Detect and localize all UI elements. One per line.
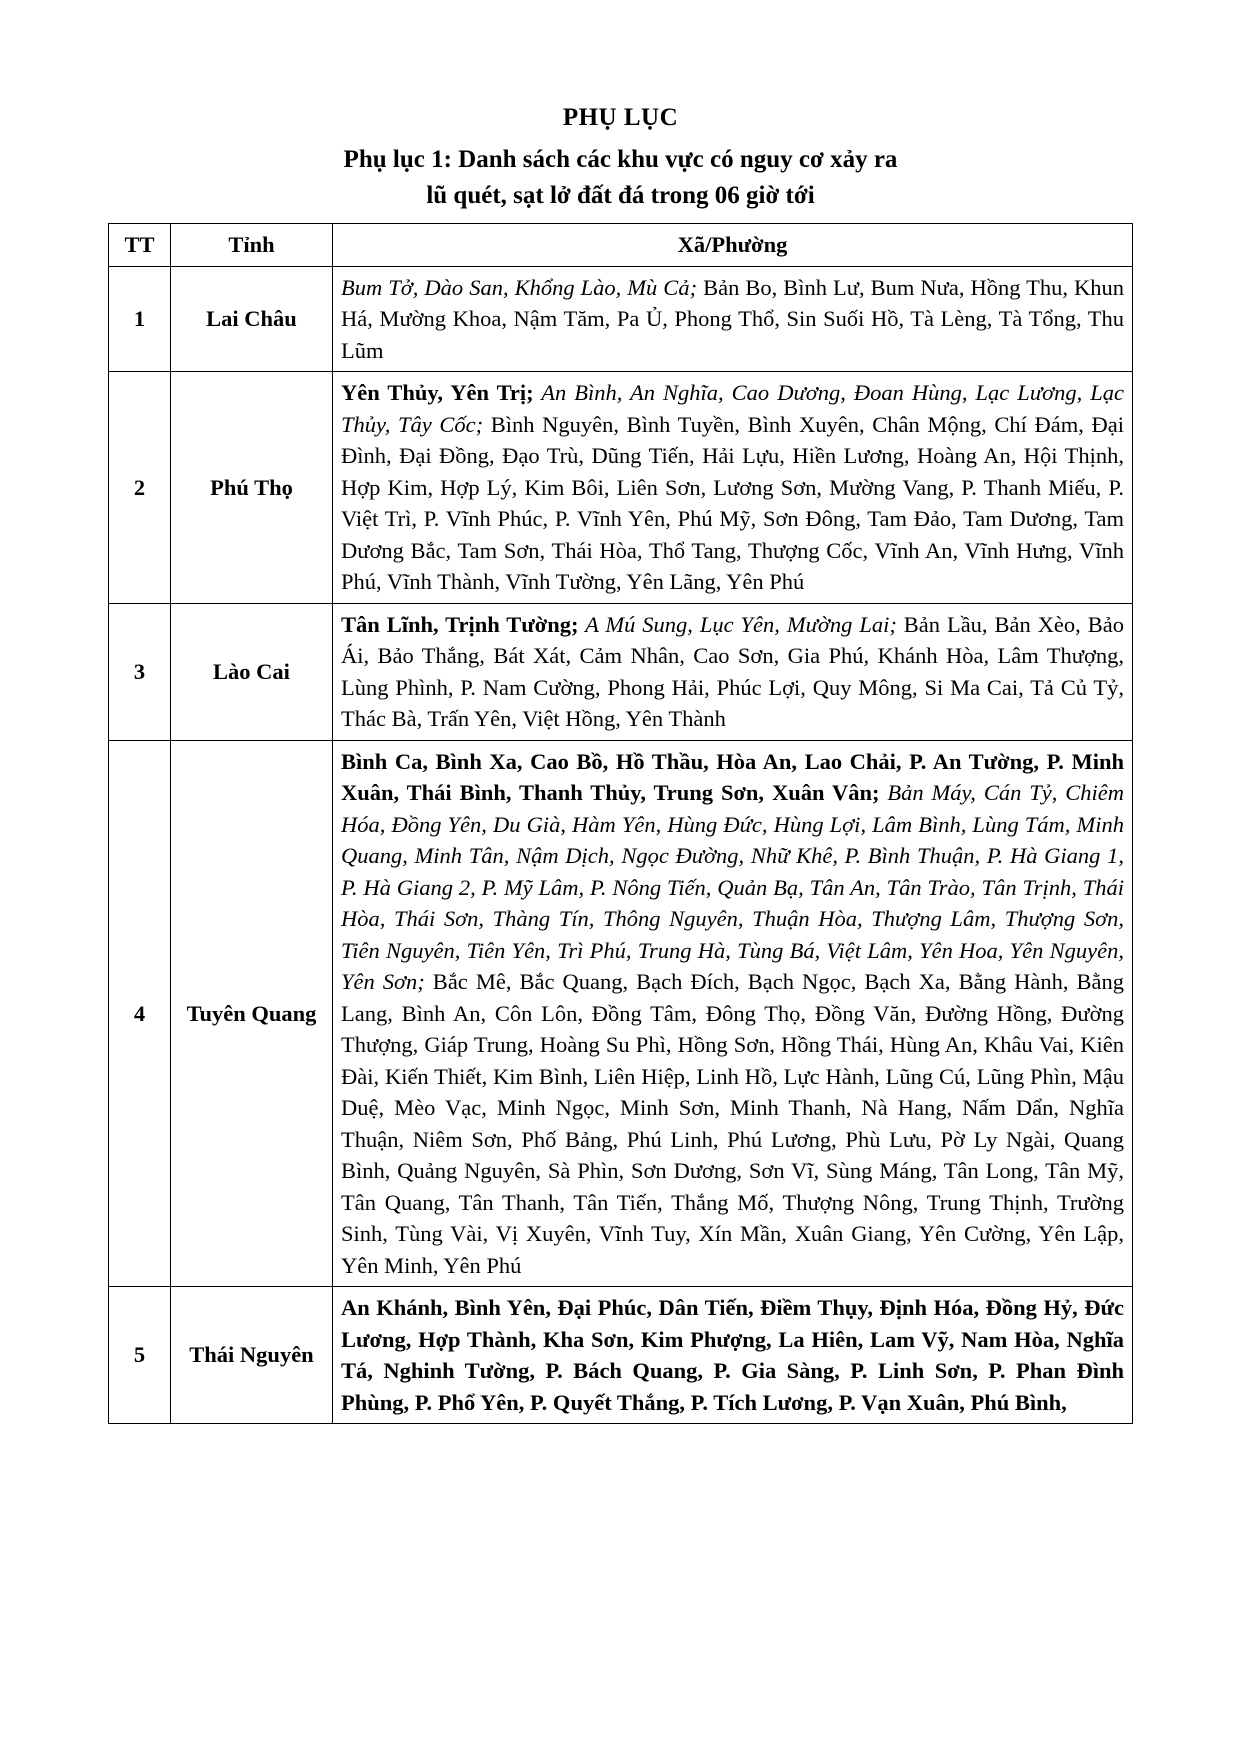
table-header — [109, 224, 1133, 267]
table-row — [109, 740, 1133, 1287]
table-row — [109, 1287, 1133, 1424]
province-name: Lào Cai — [171, 603, 333, 740]
appendix-subtitle-line2: lũ quét, sạt lở đất đá trong 06 giờ tới — [426, 181, 815, 209]
commune-segment-italic: A Mú Sung, Lục Yên, Mường Lai; — [578, 611, 897, 637]
column-header-communes: Xã/Phường — [333, 224, 1133, 267]
page-title: PHỤ LỤC — [562, 104, 679, 131]
table-body — [109, 266, 1133, 1424]
table-row — [109, 266, 1133, 372]
commune-list — [333, 372, 1133, 604]
commune-segment-normal: Bắc Mê, Bắc Quang, Bạch Đích, Bạch Ngọc, Bạch Xa, Bằng Hành, Bằng Lang, Bình An, Côn Lôn, Đồng Tâm, Đông Thọ, Đồng Văn, Đường Hồng, Đường Thượng, Giáp Trung, Hoàng Su Phì, Hồng Sơn, Hồng Thái, Hùng An, Khâu Vai, Kiên Đài, Kiến Thiết, Kim Bình, Liên Hiệp, Linh Hồ, Lực Hành, Lũng Cú, Lũng Phìn, Mậu Duệ, Mèo Vạc, Minh Ngọc, Minh Sơn, Minh Thanh, Nà Hang, Nấm Dẩn, Nghĩa Thuận, Niêm Sơn, Phố Bảng, Phú Linh, Phú Lương, Phù Lưu, Pờ Ly Ngài, Quang Bình, Quảng Nguyên, Sà Phìn, Sơn Dương, Sơn Vĩ, Sùng Máng, Tân Long, Tân Mỹ, Tân Quang, Tân Thanh, Tân Tiến, Thắng Mố, Thượng Nông, Trung Thịnh, Trường Sinh, Tùng Vài, Vị Xuyên, Vĩnh Tuy, Xín Mần, Xuân Giang, Yên Cường, Yên Lập, Yên Minh, Yên Phú — [341, 969, 1124, 1278]
column-header-province: Tỉnh — [171, 224, 333, 267]
commune-segment-bold: Bình Ca, Bình Xa, Cao Bồ, Hồ Thầu, Hòa An, Lao Chải, P. An Tường, P. Minh Xuân, Thái Bình, Thanh Thủy, Trung Sơn, Xuân Vân; — [341, 748, 1124, 805]
row-index: 3 — [109, 603, 171, 740]
commune-segment-normal: Bản Bo, Bình Lư, Bum Nưa, Hồng Thu, Khun Há, Mường Khoa, Nậm Tăm, Pa Ủ, Phong Thổ, Sin Suối Hồ, Tà Lèng, Tà Tổng, Thu Lũm — [341, 274, 1124, 363]
province-name: Phú Thọ — [171, 372, 333, 604]
row-index: 5 — [109, 1287, 171, 1424]
commune-list — [333, 266, 1133, 372]
commune-segment-bold: An Khánh, Bình Yên, Đại Phúc, Dân Tiến, Điềm Thụy, Định Hóa, Đồng Hỷ, Đức Lương, Hợp Thành, Kha Sơn, Kim Phượng, La Hiên, Lam Vỹ, Nam Hòa, Nghĩa Tá, Nghinh Tường, P. Bách Quang, P. Gia Sàng, P. Linh Sơn, P. Phan Đình Phùng, P. Phổ Yên, P. Quyết Thắng, P. Tích Lương, P. Vạn Xuân, Phú Bình, — [341, 1295, 1124, 1415]
table-row — [109, 603, 1133, 740]
province-name: Thái Nguyên — [171, 1287, 333, 1424]
column-header-tt: TT — [109, 224, 171, 267]
province-name: Tuyên Quang — [171, 740, 333, 1287]
risk-areas-table — [108, 223, 1133, 1424]
row-index: 1 — [109, 266, 171, 372]
commune-segment-italic: Bum Tở, Dào San, Khổng Lào, Mù Cả; — [341, 274, 698, 300]
row-index: 2 — [109, 372, 171, 604]
commune-list — [333, 740, 1133, 1287]
commune-list — [333, 1287, 1133, 1424]
province-name: Lai Châu — [171, 266, 333, 372]
appendix-subtitle — [108, 142, 1133, 213]
commune-list — [333, 603, 1133, 740]
commune-segment-normal: Bình Nguyên, Bình Tuyền, Bình Xuyên, Chân Mộng, Chí Đám, Đại Đình, Đại Đồng, Đạo Trù, Dũng Tiến, Hải Lựu, Hiền Lương, Hoàng An, Hội Thịnh, Hợp Kim, Hợp Lý, Kim Bôi, Liên Sơn, Lương Sơn, Mường Vang, P. Thanh Miếu, P. Việt Trì, P. Vĩnh Phúc, P. Vĩnh Yên, Phú Mỹ, Sơn Đông, Tam Đảo, Tam Dương, Tam Dương Bắc, Tam Sơn, Thái Hòa, Thổ Tang, Thượng Cốc, Vĩnh An, Vĩnh Hưng, Vĩnh Phú, Vĩnh Thành, Vĩnh Tường, Yên Lãng, Yên Phú — [341, 411, 1124, 594]
commune-segment-normal: Bản Lầu, Bản Xèo, Bảo Ái, Bảo Thắng, Bát Xát, Cảm Nhân, Cao Sơn, Gia Phú, Khánh Hòa, Lâm Thượng, Lùng Phình, P. Nam Cường, Phong Hải, Phúc Lợi, Quy Mông, Si Ma Cai, Tả Củ Tỷ, Thác Bà, Trấn Yên, Việt Hồng, Yên Thành — [341, 611, 1124, 731]
table-row — [109, 372, 1133, 604]
commune-segment-bold: Tân Lĩnh, Trịnh Tường; — [341, 611, 579, 637]
commune-segment-italic: An Bình, An Nghĩa, Cao Dương, Đoan Hùng, Lạc Lương, Lạc Thủy, Tây Cốc; — [341, 380, 1124, 437]
commune-segment-bold: Yên Thủy, Yên Trị; — [341, 380, 534, 405]
appendix-subtitle-line1: Phụ lục 1: Danh sách các khu vực có nguy cơ xảy ra — [343, 146, 898, 173]
table-header-row — [109, 224, 1133, 267]
row-index: 4 — [109, 740, 171, 1287]
commune-segment-italic: Bản Máy, Cán Tỷ, Chiêm Hóa, Đồng Yên, Du Già, Hàm Yên, Hùng Đức, Hùng Lợi, Lâm Bình, Lùng Tám, Minh Quang, Minh Tân, Nậm Dịch, Ngọc Đường, Nhữ Khê, P. Bình Thuận, P. Hà Giang 1, P. Hà Giang 2, P. Mỹ Lâm, P. Nông Tiến, Quản Bạ, Tân An, Tân Trào, Tân Trịnh, Thái Hòa, Thái Sơn, Thàng Tín, Thông Nguyên, Thuận Hòa, Thượng Lâm, Thượng Sơn, Tiên Nguyên, Tiên Yên, Trì Phú, Trung Hà, Tùng Bá, Việt Lâm, Yên Hoa, Yên Nguyên, Yên Sơn; — [341, 780, 1125, 994]
